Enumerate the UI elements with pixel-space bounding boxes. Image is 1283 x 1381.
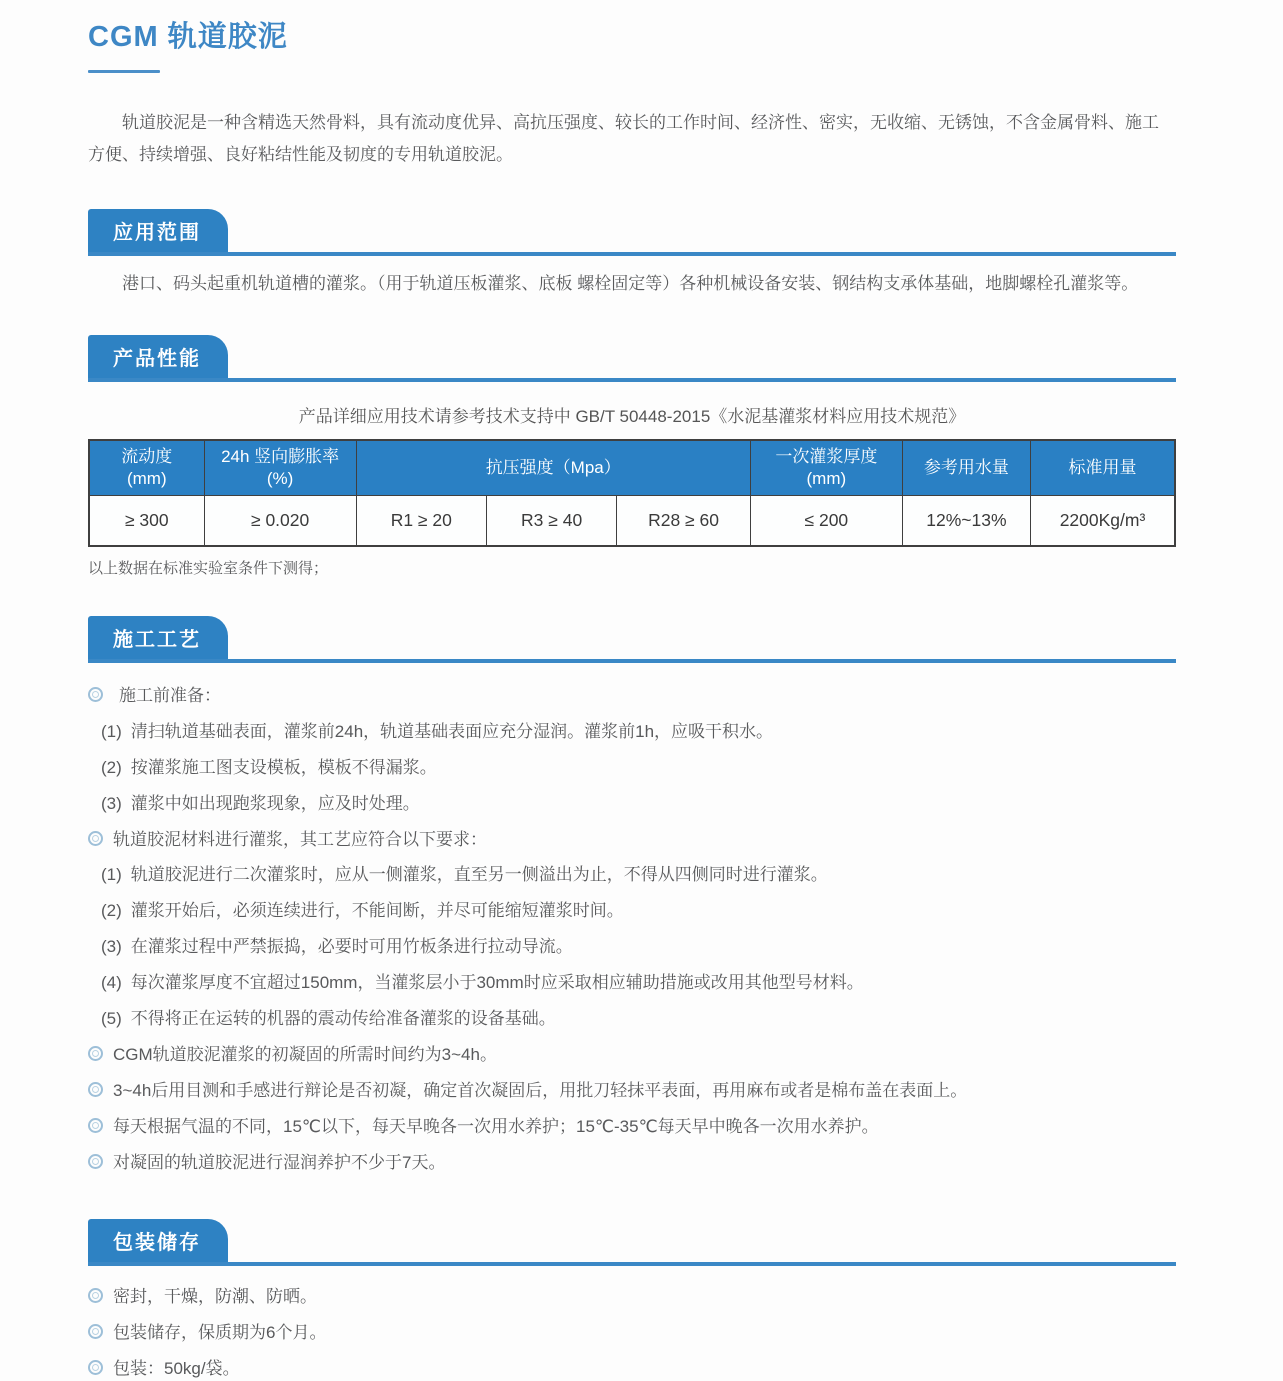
cell-strength-r3: R3 ≥ 40	[486, 496, 616, 546]
list-item	[88, 1358, 1176, 1381]
ring-bullet-icon	[88, 831, 103, 846]
section-header-packaging	[88, 1219, 1176, 1266]
col-header-water-usage: 参考用水量	[902, 440, 1030, 496]
section-tab-application: 应用范围	[88, 209, 228, 252]
section-header-performance	[88, 335, 1176, 382]
ring-bullet-icon	[88, 1118, 103, 1133]
list-item	[88, 685, 1176, 708]
list-item	[88, 829, 1176, 852]
cell-grouting-thickness: ≤ 200	[750, 496, 902, 546]
list-item	[88, 900, 1176, 923]
list-text: 轨道胶泥材料进行灌浆，其工艺应符合以下要求：	[113, 829, 487, 849]
performance-reference: 产品详细应用技术请参考技术支持中 GB/T 50448-2015《水泥基灌浆材料应用技术规范》	[298, 407, 966, 427]
item-number: (2)	[101, 901, 122, 921]
list-text: 轨道胶泥进行二次灌浆时，应从一侧灌浆，直至另一侧溢出为止，不得从四侧同时进行灌浆。	[130, 865, 828, 885]
list-item	[88, 864, 1176, 887]
intro-paragraph: 轨道胶泥是一种含精选天然骨料，具有流动度优异、高抗压强度、较长的工作时间、经济性、密实，无收缩、无锈蚀，不含金属骨料、施工方便、持续增强、良好粘结性能及韧度的专用轨道胶泥。	[88, 113, 1159, 164]
list-item	[88, 936, 1176, 959]
col-header-standard-usage: 标准用量	[1031, 440, 1176, 496]
table-header-row	[89, 440, 1175, 496]
col-header-compressive-strength: 抗压强度（Mpa）	[356, 440, 750, 496]
col-header-expansion: 24h 竖向膨胀率 (%)	[204, 440, 356, 496]
col-header-grouting-thickness: 一次灌浆厚度 (mm)	[750, 440, 902, 496]
cell-flowability: ≥ 300	[89, 496, 204, 546]
list-item	[88, 1116, 1176, 1139]
list-text: 3~4h后用目测和手感进行辩论是否初凝，确定首次凝固后，用批刀轻抹平表面，再用麻布或者是棉布盖在表面上。	[113, 1081, 968, 1101]
list-text: 对凝固的轨道胶泥进行湿润养护不少于7天。	[113, 1152, 446, 1172]
list-text: 按灌浆施工图支设模板，模板不得漏浆。	[130, 757, 437, 777]
list-text: 清扫轨道基础表面，灌浆前24h，轨道基础表面应充分湿润。灌浆前1h，应吸干积水。	[130, 721, 774, 741]
list-item	[88, 1322, 1176, 1345]
item-number: (2)	[101, 757, 122, 777]
ring-bullet-icon	[88, 1154, 103, 1169]
page-title: CGM 轨道胶泥	[88, 21, 288, 53]
list-text: CGM轨道胶泥灌浆的初凝固的所需时间约为3~4h。	[113, 1045, 497, 1065]
list-text: 密封，干燥，防潮、防晒。	[113, 1286, 317, 1306]
cell-expansion: ≥ 0.020	[204, 496, 356, 546]
section-tab-performance: 产品性能	[88, 335, 228, 378]
performance-table	[88, 439, 1176, 547]
packaging-list	[88, 1286, 1176, 1381]
item-number: (5)	[101, 1009, 122, 1029]
cell-standard-usage: 2200Kg/m³	[1031, 496, 1176, 546]
ring-bullet-icon	[88, 1288, 103, 1303]
ring-bullet-icon	[88, 687, 103, 702]
item-number: (1)	[101, 865, 122, 885]
list-item	[88, 1044, 1176, 1067]
list-item	[88, 1286, 1176, 1309]
list-text: 包装储存，保质期为6个月。	[113, 1322, 327, 1342]
col-header-flowability: 流动度 (mm)	[89, 440, 204, 496]
ring-bullet-icon	[88, 1360, 103, 1375]
cell-strength-r1: R1 ≥ 20	[356, 496, 486, 546]
list-item	[88, 1008, 1176, 1031]
list-text: 灌浆中如出现跑浆现象，应及时处理。	[130, 793, 420, 813]
ring-bullet-icon	[88, 1046, 103, 1061]
table-data-row	[89, 496, 1175, 546]
list-item	[88, 972, 1176, 995]
application-body: 港口、码头起重机轨道槽的灌浆。（用于轨道压板灌浆、底板 螺栓固定等）各种机械设备安装、钢结构支承体基础，地脚螺栓孔灌浆等。	[122, 273, 1139, 293]
section-header-construction	[88, 616, 1176, 663]
ring-bullet-icon	[88, 1324, 103, 1339]
list-text: 在灌浆过程中严禁振捣，必要时可用竹板条进行拉动导流。	[130, 937, 573, 957]
list-text: 不得将正在运转的机器的震动传给准备灌浆的设备基础。	[130, 1009, 556, 1029]
section-tab-construction: 施工工艺	[88, 616, 228, 659]
list-item	[88, 757, 1176, 780]
list-text: 包装：50kg/袋。	[113, 1358, 240, 1378]
list-text: 每天根据气温的不同，15℃以下，每天早晚各一次用水养护；15℃-35℃每天早中晚各一次用水养护。	[113, 1117, 879, 1137]
section-tab-packaging: 包装储存	[88, 1219, 228, 1262]
section-header-application	[88, 209, 1176, 256]
cell-strength-r28: R28 ≥ 60	[617, 496, 751, 546]
item-number: (1)	[101, 721, 122, 741]
list-item	[88, 721, 1176, 744]
cell-water-usage: 12%~13%	[902, 496, 1030, 546]
title-underline	[88, 70, 160, 73]
list-item	[88, 793, 1176, 816]
table-note: 以上数据在标准实验室条件下测得；	[88, 559, 329, 577]
list-text: 每次灌浆厚度不宜超过150mm，当灌浆层小于30mm时应采取相应辅助措施或改用其他型号材料。	[130, 973, 864, 993]
item-number: (3)	[101, 793, 122, 813]
document-page	[88, 0, 1176, 1381]
list-item	[88, 1152, 1176, 1175]
list-text: 灌浆开始后，必须连续进行，不能间断，并尽可能缩短灌浆时间。	[130, 901, 624, 921]
ring-bullet-icon	[88, 1082, 103, 1097]
construction-list	[88, 685, 1176, 1175]
item-number: (3)	[101, 937, 122, 957]
list-item	[88, 1080, 1176, 1103]
list-text: 施工前准备：	[119, 685, 221, 705]
item-number: (4)	[101, 973, 122, 993]
